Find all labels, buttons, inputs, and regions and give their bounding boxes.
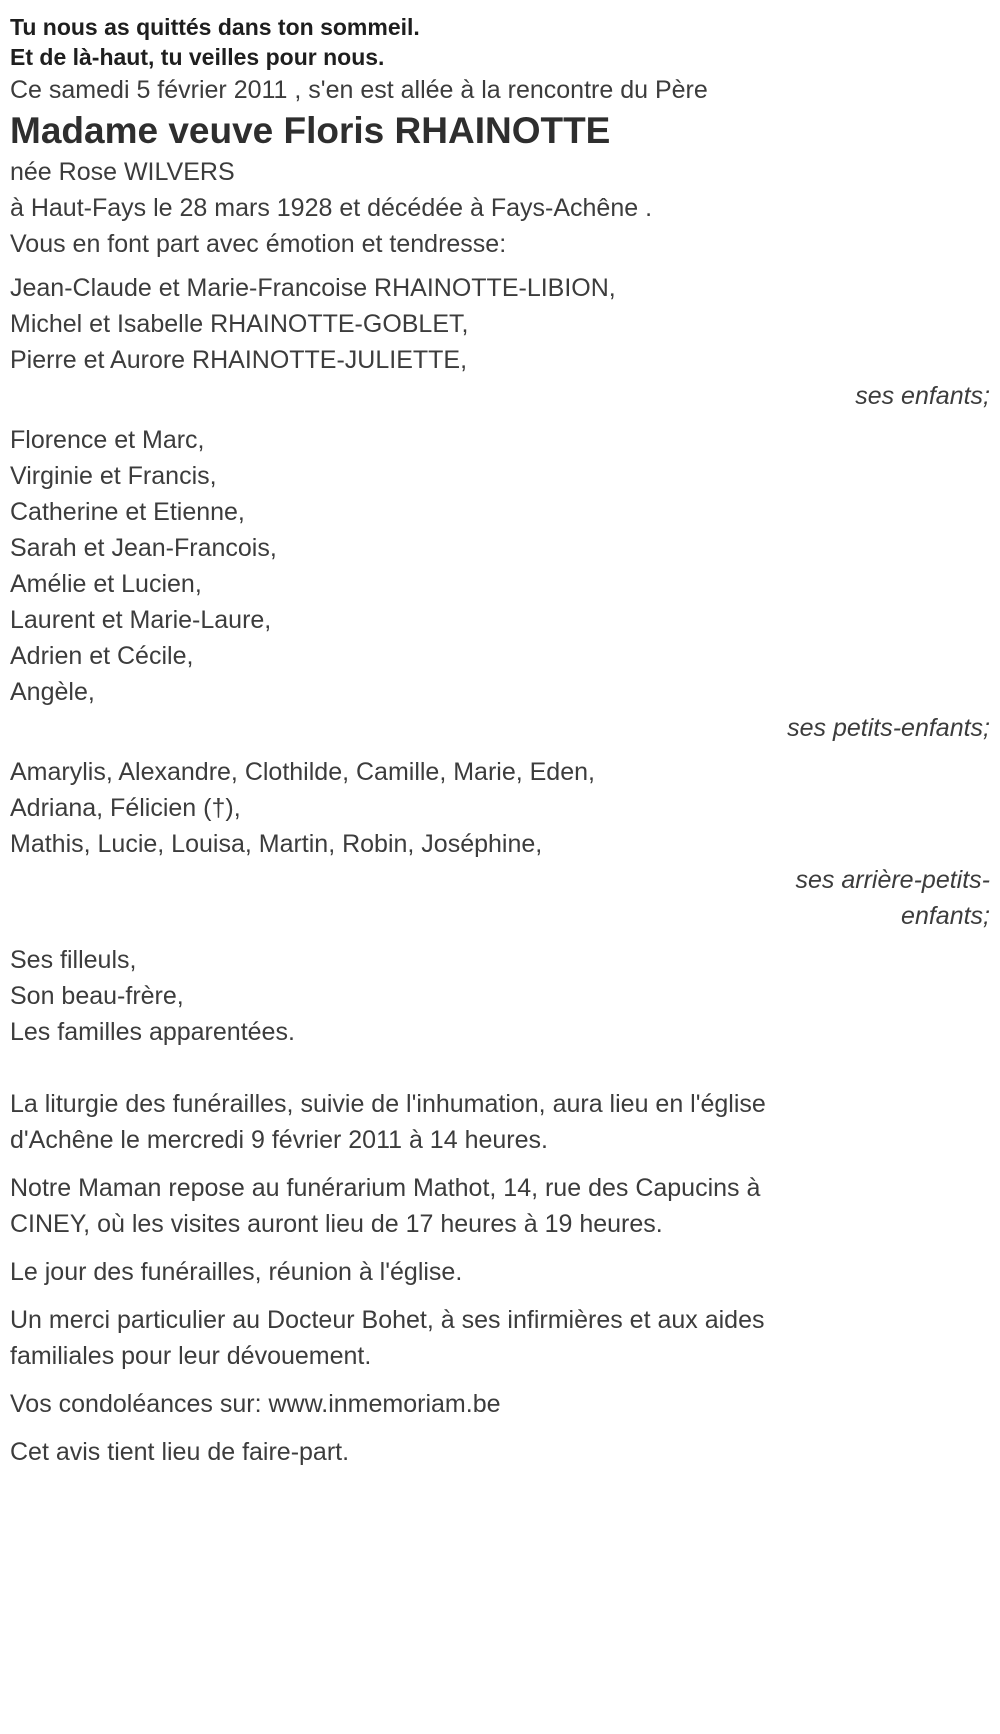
funeral-details [10, 1086, 990, 1470]
maiden-name: née Rose WILVERS [10, 158, 235, 186]
children-relation-label: ses enfants; [855, 382, 990, 410]
grandchild-line: Catherine et Etienne, [10, 498, 245, 526]
grandchild-line: Laurent et Marie-Laure, [10, 606, 272, 634]
great-grandchildren-relation-label: ses arrière-petits-enfants; [795, 866, 990, 930]
condolences-url[interactable]: www.inmemoriam.be [268, 1390, 501, 1418]
relative-line: Les familles apparentées. [10, 1018, 295, 1046]
announcement-line: Ce samedi 5 février 2011 , s'en est allée à la rencontre du Père [10, 76, 708, 104]
great-grandchildren-list [10, 754, 990, 862]
condolences-prefix: Vos condoléances sur: [10, 1390, 269, 1418]
relative-line: Ses filleuls, [10, 946, 137, 974]
family-intro: Vous en font part avec émotion et tendresse: [10, 230, 507, 258]
child-line: Michel et Isabelle RHAINOTTE-GOBLET, [10, 310, 469, 338]
epitaph-line-1: Tu nous as quittés dans ton sommeil. [10, 14, 420, 40]
great-grandchild-line: Mathis, Lucie, Louisa, Martin, Robin, Joséphine, [10, 830, 543, 858]
grandchildren-list [10, 422, 990, 710]
grandchild-line: Virginie et Francis, [10, 462, 217, 490]
funeral-service-paragraph: La liturgie des funérailles, suivie de l'inhumation, aura lieu en l'église d'Achêne le mercredi 9 février 2011 à 14 heures. [10, 1090, 766, 1154]
condolences-line [10, 1386, 810, 1422]
grandchild-line: Amélie et Lucien, [10, 570, 202, 598]
gathering-line: Le jour des funérailles, réunion à l'église. [10, 1258, 463, 1286]
grandchild-line: Sarah et Jean-Francois, [10, 534, 277, 562]
grandchild-line: Angèle, [10, 678, 95, 706]
great-grandchild-line: Adriana, Félicien (†), [10, 794, 241, 822]
great-grandchild-line: Amarylis, Alexandre, Clothilde, Camille, Marie, Eden, [10, 758, 595, 786]
child-line: Jean-Claude et Marie-Francoise RHAINOTTE-LIBION, [10, 274, 616, 302]
grandchild-line: Adrien et Cécile, [10, 642, 194, 670]
repose-paragraph: Notre Maman repose au funérarium Mathot, 14, rue des Capucins à CINEY, où les visites auront lieu de 17 heures à 19 heures. [10, 1174, 761, 1238]
deceased-name: Madame veuve Floris RHAINOTTE [10, 110, 611, 151]
children-list [10, 270, 990, 378]
other-relatives-list [10, 942, 990, 1050]
grandchild-line: Florence et Marc, [10, 426, 205, 454]
thanks-paragraph: Un merci particulier au Docteur Bohet, à ses infirmières et aux aides familiales pour leur dévouement. [10, 1306, 765, 1370]
relative-line: Son beau-frère, [10, 982, 184, 1010]
child-line: Pierre et Aurore RHAINOTTE-JULIETTE, [10, 346, 468, 374]
closing-notice: Cet avis tient lieu de faire-part. [10, 1438, 350, 1466]
epitaph-line-2: Et de là-haut, tu veilles pour nous. [10, 44, 385, 70]
birth-death-line: à Haut-Fays le 28 mars 1928 et décédée à Fays-Achêne . [10, 194, 653, 222]
grandchildren-relation-label: ses petits-enfants; [787, 714, 990, 742]
